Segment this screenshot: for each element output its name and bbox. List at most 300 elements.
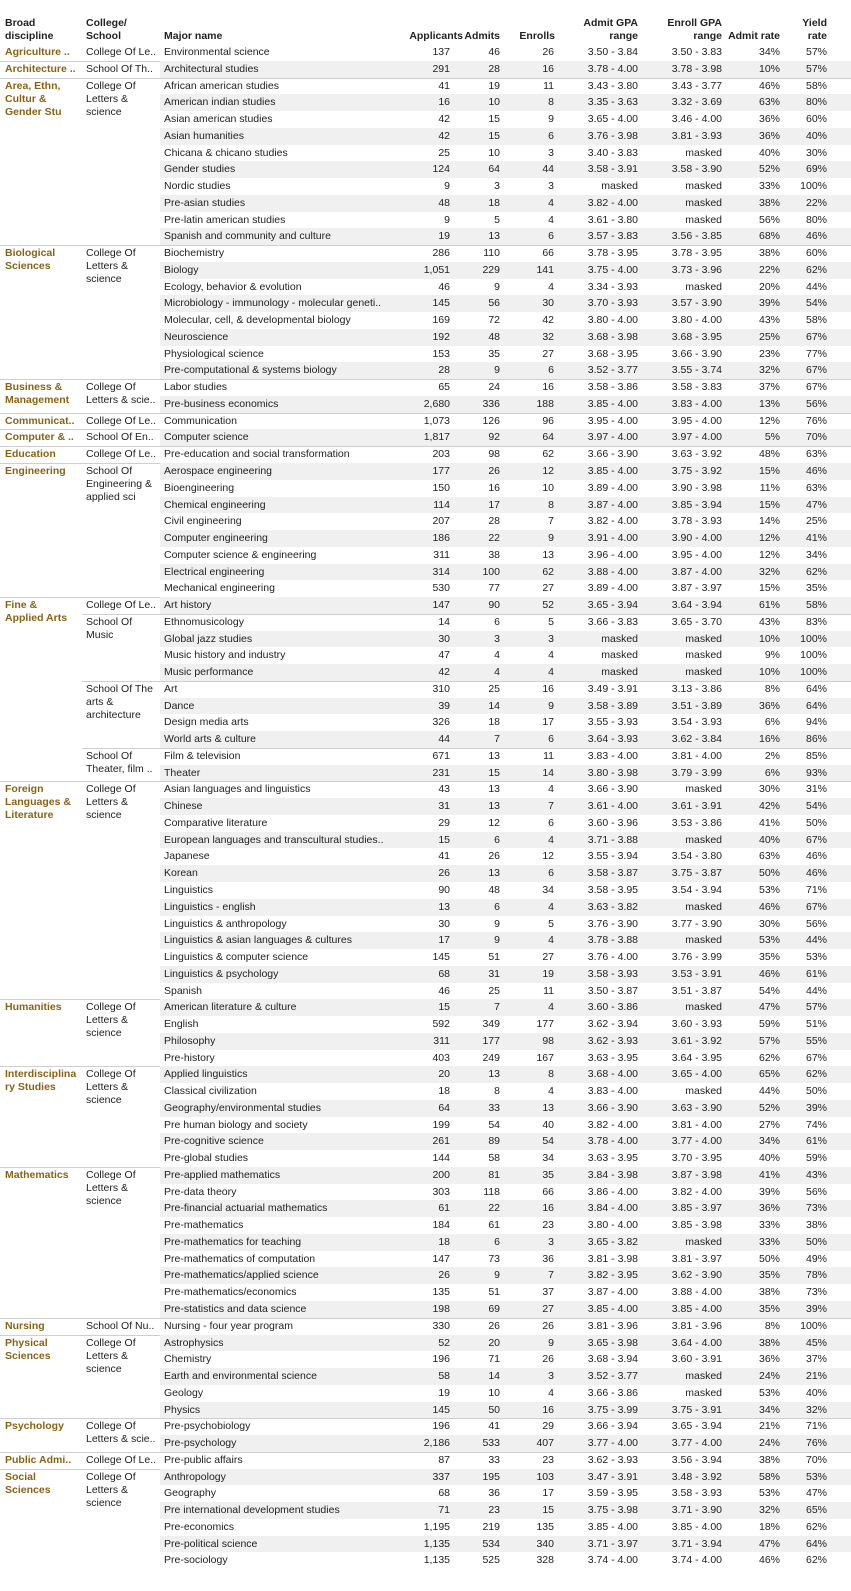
table-row[interactable] xyxy=(160,714,851,731)
table-row[interactable] xyxy=(160,999,851,1016)
table-row[interactable] xyxy=(160,631,851,648)
major-name: Astrophysics xyxy=(164,1336,224,1349)
table-row[interactable] xyxy=(160,379,851,396)
header-admit-gpa[interactable]: Admit GPA range xyxy=(583,17,638,42)
admits-cell: 33 xyxy=(488,1453,500,1466)
discipline-label[interactable] xyxy=(5,465,80,478)
table-row[interactable] xyxy=(160,916,851,933)
table-row[interactable] xyxy=(160,295,851,312)
table-row[interactable] xyxy=(160,1251,851,1268)
label-line: Communicat.. xyxy=(5,414,75,427)
enrolls-cell: 52 xyxy=(542,599,554,612)
school-label[interactable] xyxy=(86,1454,160,1467)
admit-gpa-cell: 3.86 - 4.00 xyxy=(587,1185,638,1198)
yield-rate-cell: 74% xyxy=(805,1118,827,1131)
admit-gpa-cell: 3.74 - 4.00 xyxy=(587,1554,638,1567)
enroll-gpa-cell: 3.87 - 4.00 xyxy=(671,565,722,578)
table-row[interactable] xyxy=(160,1167,851,1184)
enroll-gpa-cell: masked xyxy=(685,280,722,293)
table-row[interactable] xyxy=(160,329,851,346)
table-row[interactable] xyxy=(160,463,851,480)
admit-rate-cell: 32% xyxy=(758,364,780,377)
table-row[interactable] xyxy=(160,44,851,61)
major-name: Aerospace engineering xyxy=(164,465,272,477)
table-row[interactable] xyxy=(160,1234,851,1251)
header-school[interactable]: College/ School xyxy=(86,17,127,42)
enrolls-cell: 27 xyxy=(542,582,554,595)
table-row[interactable] xyxy=(160,346,851,363)
discipline-label[interactable] xyxy=(5,1420,80,1433)
admits-cell: 64 xyxy=(488,163,500,176)
table-row[interactable] xyxy=(160,245,851,262)
admit-rate-cell: 43% xyxy=(758,615,780,628)
admits-cell: 7 xyxy=(494,1001,500,1014)
applicants-cell: 47 xyxy=(438,649,450,662)
table-row[interactable] xyxy=(160,262,851,279)
table-row[interactable] xyxy=(160,949,851,966)
enrolls-cell: 6 xyxy=(548,816,554,829)
table-row[interactable] xyxy=(160,497,851,514)
table-row[interactable] xyxy=(160,1335,851,1352)
admits-cell: 100 xyxy=(482,565,500,578)
table-row[interactable] xyxy=(160,882,851,899)
table-row[interactable] xyxy=(160,1469,851,1486)
enroll-gpa-cell: 3.85 - 4.00 xyxy=(671,1303,722,1315)
school-label[interactable] xyxy=(86,1068,160,1107)
table-row[interactable] xyxy=(160,832,851,849)
table-row[interactable] xyxy=(160,480,851,497)
table-row[interactable] xyxy=(160,111,851,128)
major-name: Molecular, cell, & developmental biology xyxy=(164,314,351,327)
enrolls-cell: 103 xyxy=(536,1470,554,1483)
table-row[interactable] xyxy=(160,530,851,547)
label-line: science xyxy=(86,1027,122,1040)
discipline-label[interactable] xyxy=(5,1169,80,1182)
label-line: Theater, film .. xyxy=(86,762,153,775)
table-row[interactable] xyxy=(160,1519,851,1536)
admit-gpa-cell: 3.87 - 4.00 xyxy=(587,498,638,511)
admits-cell: 24 xyxy=(488,381,500,394)
admits-cell: 6 xyxy=(494,900,500,913)
admit-gpa-cell: 3.62 - 3.93 xyxy=(587,1453,638,1466)
table-row[interactable] xyxy=(160,446,851,463)
admit-gpa-cell: 3.52 - 3.77 xyxy=(587,364,638,377)
table-row[interactable] xyxy=(160,279,851,296)
table-row[interactable] xyxy=(160,212,851,229)
admit-gpa-cell: 3.80 - 3.98 xyxy=(587,766,638,779)
enrolls-cell: 16 xyxy=(542,1202,554,1215)
applicants-cell: 145 xyxy=(432,297,450,310)
admit-rate-cell: 18% xyxy=(758,1520,780,1533)
applicants-cell: 135 xyxy=(432,1286,450,1299)
enrolls-cell: 17 xyxy=(542,716,554,729)
admit-rate-cell: 54% xyxy=(758,984,780,997)
table-row[interactable] xyxy=(160,513,851,530)
discipline-label[interactable] xyxy=(5,381,80,407)
yield-rate-cell: 21% xyxy=(805,1370,827,1383)
table-row[interactable] xyxy=(160,94,851,111)
admit-rate-cell: 46% xyxy=(758,900,780,913)
yield-rate-cell: 32% xyxy=(805,1403,827,1416)
major-name: Physiological science xyxy=(164,347,264,360)
label-line: Letters & xyxy=(86,260,129,273)
enrolls-cell: 11 xyxy=(543,984,554,997)
table-row[interactable] xyxy=(160,966,851,983)
admit-rate-cell: 16% xyxy=(758,733,780,746)
discipline-label[interactable] xyxy=(5,415,80,428)
school-label[interactable] xyxy=(86,683,160,722)
school-label[interactable] xyxy=(86,1420,160,1446)
admit-rate-cell: 47% xyxy=(758,1537,780,1550)
header-enrolls[interactable]: Enrolls xyxy=(519,30,555,42)
enrolls-cell: 4 xyxy=(548,649,554,662)
discipline-label[interactable] xyxy=(5,1068,80,1094)
header-discipline[interactable]: Broad discipline xyxy=(5,17,54,42)
admit-gpa-cell: 3.76 - 4.00 xyxy=(587,951,638,964)
major-name: Pre-public affairs xyxy=(164,1453,243,1466)
table-row[interactable] xyxy=(160,1301,851,1318)
admits-cell: 8 xyxy=(494,1085,500,1098)
major-name: Communication xyxy=(164,414,237,427)
discipline-label[interactable] xyxy=(5,46,80,59)
enroll-gpa-cell: masked xyxy=(685,1386,722,1399)
table-row[interactable] xyxy=(160,848,851,865)
applicants-cell: 43 xyxy=(438,783,450,796)
table-row[interactable] xyxy=(160,1284,851,1301)
table-row[interactable] xyxy=(160,1033,851,1050)
admit-gpa-cell: 3.81 - 3.98 xyxy=(587,1252,638,1265)
school-label[interactable] xyxy=(86,448,160,461)
admit-rate-cell: 12% xyxy=(758,414,780,427)
discipline-label[interactable] xyxy=(5,1471,80,1497)
table-row[interactable] xyxy=(160,1368,851,1385)
school-label[interactable] xyxy=(86,415,160,428)
admit-rate-cell: 62% xyxy=(758,1051,780,1064)
table-row[interactable] xyxy=(160,932,851,949)
table-row[interactable] xyxy=(160,1050,851,1067)
admit-gpa-cell: 3.58 - 3.95 xyxy=(587,884,638,896)
table-row[interactable] xyxy=(160,128,851,145)
major-name: Chicana & chicano studies xyxy=(164,146,288,159)
enroll-gpa-cell: 3.78 - 3.98 xyxy=(671,62,722,75)
applicants-cell: 30 xyxy=(438,632,450,645)
discipline-label[interactable] xyxy=(5,1320,80,1333)
table-row[interactable] xyxy=(160,1200,851,1217)
enroll-gpa-cell: masked xyxy=(685,180,722,193)
admits-cell: 51 xyxy=(488,951,500,964)
school-label[interactable] xyxy=(86,616,160,642)
admits-cell: 336 xyxy=(482,397,500,410)
table-row[interactable] xyxy=(160,1502,851,1519)
header-enroll-gpa[interactable]: Enroll GPA range xyxy=(667,17,722,42)
admits-cell: 26 xyxy=(488,1319,500,1332)
table-row[interactable] xyxy=(160,1485,851,1502)
yield-rate-cell: 67% xyxy=(805,364,827,377)
yield-rate-cell: 55% xyxy=(805,1034,827,1047)
major-name: Linguistics & psychology xyxy=(164,967,279,980)
school-label[interactable] xyxy=(86,1471,160,1510)
admit-gpa-cell: 3.68 - 3.95 xyxy=(587,347,638,360)
table-row[interactable] xyxy=(160,664,851,681)
table-row[interactable] xyxy=(160,1351,851,1368)
table-row[interactable] xyxy=(160,228,851,245)
table-row[interactable] xyxy=(160,564,851,581)
admit-gpa-cell: 3.63 - 3.95 xyxy=(587,1051,638,1064)
table-row[interactable] xyxy=(160,1100,851,1117)
table-row[interactable] xyxy=(160,748,851,765)
table-row[interactable] xyxy=(160,1217,851,1234)
label-line: College Of xyxy=(86,1001,136,1014)
table-row[interactable] xyxy=(160,1184,851,1201)
label-line: Letters & xyxy=(86,1081,129,1094)
school-label[interactable] xyxy=(86,431,160,444)
table-row[interactable] xyxy=(160,1066,851,1083)
label-line: Letters & xyxy=(86,1181,129,1194)
yield-rate-cell: 54% xyxy=(805,800,827,813)
header-yield-rate[interactable]: Yield rate xyxy=(802,17,827,42)
enroll-gpa-cell: 3.87 - 3.98 xyxy=(671,1168,722,1181)
admit-gpa-cell: 3.81 - 3.96 xyxy=(587,1319,638,1332)
admit-rate-cell: 13% xyxy=(758,397,780,410)
discipline-label[interactable] xyxy=(5,1001,80,1014)
school-label[interactable] xyxy=(86,1337,160,1376)
admit-gpa-cell: 3.66 - 3.90 xyxy=(587,448,638,461)
admits-cell: 6 xyxy=(494,1235,500,1248)
major-name: Geology xyxy=(164,1386,204,1399)
table-row[interactable] xyxy=(160,781,851,798)
discipline-label[interactable] xyxy=(5,599,80,625)
enrolls-cell: 14 xyxy=(542,766,554,779)
header-admits[interactable]: Admits xyxy=(464,30,500,42)
admit-rate-cell: 53% xyxy=(758,884,780,896)
school-label[interactable] xyxy=(86,80,160,119)
major-name: Pre-computational & systems biology xyxy=(164,364,337,377)
table-row[interactable] xyxy=(160,396,851,413)
table-row[interactable] xyxy=(160,597,851,614)
applicants-cell: 207 xyxy=(432,515,450,528)
applicants-cell: 68 xyxy=(438,1487,450,1500)
major-name: Pre-data theory xyxy=(164,1185,237,1198)
admits-cell: 48 xyxy=(488,884,500,896)
enroll-gpa-cell: masked xyxy=(685,1370,722,1383)
table-row[interactable] xyxy=(160,681,851,698)
major-name: Chinese xyxy=(164,800,203,813)
yield-rate-cell: 69% xyxy=(805,163,827,176)
school-label[interactable] xyxy=(86,783,160,822)
table-row[interactable] xyxy=(160,1267,851,1284)
label-line: Engineering xyxy=(5,465,66,477)
table-row[interactable] xyxy=(160,698,851,715)
admit-gpa-cell: 3.63 - 3.82 xyxy=(587,900,638,913)
yield-rate-cell: 44% xyxy=(805,984,827,997)
enroll-gpa-cell: 3.65 - 3.94 xyxy=(671,1420,722,1433)
enrolls-cell: 4 xyxy=(548,833,554,846)
admits-cell: 22 xyxy=(488,1202,500,1215)
admit-rate-cell: 20% xyxy=(758,280,780,293)
table-row[interactable] xyxy=(160,1016,851,1033)
applicants-cell: 20 xyxy=(438,1068,450,1081)
table-row[interactable] xyxy=(160,1435,851,1452)
discipline-label[interactable] xyxy=(5,80,80,119)
enroll-gpa-cell: masked xyxy=(685,1085,722,1098)
applicants-cell: 46 xyxy=(438,280,450,293)
enroll-gpa-cell: 3.58 - 3.90 xyxy=(671,163,722,176)
school-label[interactable] xyxy=(86,599,160,612)
admit-gpa-cell: 3.87 - 4.00 xyxy=(587,1286,638,1299)
table-row[interactable] xyxy=(160,647,851,664)
header-admit-rate[interactable]: Admit rate xyxy=(728,30,780,42)
admits-cell: 15 xyxy=(488,113,500,126)
table-row[interactable] xyxy=(160,195,851,212)
table-row[interactable] xyxy=(160,312,851,329)
table-row[interactable] xyxy=(160,161,851,178)
admit-gpa-cell: 3.85 - 4.00 xyxy=(587,1303,638,1315)
label-line: School Of Nu.. xyxy=(86,1319,155,1332)
admits-cell: 534 xyxy=(482,1537,500,1550)
school-label[interactable] xyxy=(86,1001,160,1040)
table-row[interactable] xyxy=(160,1452,851,1469)
table-row[interactable] xyxy=(160,1385,851,1402)
table-row[interactable] xyxy=(160,1552,851,1569)
enroll-gpa-cell: 3.90 - 4.00 xyxy=(671,532,722,545)
table-row[interactable] xyxy=(160,1536,851,1553)
admits-cell: 10 xyxy=(488,146,500,159)
yield-rate-cell: 64% xyxy=(805,1537,827,1550)
header-applicants[interactable]: Applicants xyxy=(409,30,463,42)
enroll-gpa-cell: 3.77 - 3.90 xyxy=(671,917,722,930)
table-row[interactable] xyxy=(160,1318,851,1335)
table-row[interactable] xyxy=(160,1083,851,1100)
applicants-cell: 231 xyxy=(432,766,450,779)
yield-rate-cell: 70% xyxy=(805,1453,827,1466)
yield-rate-cell: 57% xyxy=(805,62,827,75)
admit-rate-cell: 30% xyxy=(758,783,780,796)
yield-rate-cell: 80% xyxy=(805,96,827,109)
admit-rate-cell: 57% xyxy=(758,1034,780,1047)
table-row[interactable] xyxy=(160,865,851,882)
enroll-gpa-cell: 3.82 - 4.00 xyxy=(671,1185,722,1198)
yield-rate-cell: 100% xyxy=(800,1319,827,1332)
yield-rate-cell: 86% xyxy=(805,733,827,746)
enrolls-cell: 3 xyxy=(548,1235,554,1248)
enrolls-cell: 6 xyxy=(548,129,554,142)
school-label[interactable] xyxy=(86,247,160,286)
yield-rate-cell: 49% xyxy=(805,1252,827,1265)
major-name: Asian languages and linguistics xyxy=(164,783,311,796)
table-row[interactable] xyxy=(160,580,851,597)
enroll-gpa-cell: 3.81 - 3.96 xyxy=(671,1319,722,1332)
admits-cell: 31 xyxy=(488,967,500,980)
admits-cell: 533 xyxy=(482,1437,500,1450)
discipline-label[interactable] xyxy=(5,247,80,273)
major-name: Classical civilization xyxy=(164,1085,257,1098)
table-row[interactable] xyxy=(160,362,851,379)
table-row[interactable] xyxy=(160,1402,851,1419)
discipline-label[interactable] xyxy=(5,1337,80,1363)
school-label[interactable] xyxy=(86,1320,160,1333)
enroll-gpa-cell: 3.54 - 3.94 xyxy=(671,884,722,896)
discipline-label[interactable] xyxy=(5,783,80,822)
applicants-cell: 196 xyxy=(432,1353,450,1366)
enrolls-cell: 4 xyxy=(548,196,554,209)
table-row[interactable] xyxy=(160,983,851,1000)
admit-rate-cell: 63% xyxy=(758,96,780,109)
table-row[interactable] xyxy=(160,1117,851,1134)
table-row[interactable] xyxy=(160,429,851,446)
table-row[interactable] xyxy=(160,413,851,430)
label-line: Fine & xyxy=(5,599,38,612)
discipline-label[interactable] xyxy=(5,1454,80,1467)
table-row[interactable] xyxy=(160,731,851,748)
table-row[interactable] xyxy=(160,614,851,631)
major-name: Music performance xyxy=(164,666,254,679)
table-row[interactable] xyxy=(160,1133,851,1150)
admits-cell: 89 xyxy=(488,1135,500,1148)
table-row[interactable] xyxy=(160,815,851,832)
yield-rate-cell: 47% xyxy=(805,498,827,511)
discipline-label[interactable] xyxy=(5,448,80,461)
table-row[interactable] xyxy=(160,145,851,162)
school-label[interactable] xyxy=(86,46,160,59)
school-label[interactable] xyxy=(86,63,160,76)
table-row[interactable] xyxy=(160,899,851,916)
enroll-gpa-cell: 3.95 - 4.00 xyxy=(671,414,722,427)
yield-rate-cell: 100% xyxy=(800,180,827,193)
admit-gpa-cell: 3.34 - 3.93 xyxy=(587,280,638,293)
enroll-gpa-cell: 3.77 - 4.00 xyxy=(671,1437,722,1450)
admits-cell: 19 xyxy=(488,79,500,92)
discipline-label[interactable] xyxy=(5,431,80,444)
yield-rate-cell: 58% xyxy=(805,314,827,327)
admits-cell: 25 xyxy=(488,984,500,997)
enroll-gpa-cell: 3.83 - 4.00 xyxy=(671,397,722,410)
table-row[interactable] xyxy=(160,78,851,95)
enroll-gpa-cell: 3.79 - 3.99 xyxy=(671,766,722,779)
applicants-cell: 30 xyxy=(438,917,450,930)
major-name: Chemical engineering xyxy=(164,498,266,511)
admits-cell: 3 xyxy=(494,180,500,193)
table-row[interactable] xyxy=(160,178,851,195)
admit-gpa-cell: 3.95 - 4.00 xyxy=(587,414,638,427)
yield-rate-cell: 76% xyxy=(805,414,827,427)
yield-rate-cell: 85% xyxy=(805,749,827,762)
enrolls-cell: 12 xyxy=(542,465,554,477)
table-row[interactable] xyxy=(160,547,851,564)
admit-rate-cell: 56% xyxy=(758,213,780,226)
header-major[interactable]: Major name xyxy=(164,30,223,42)
applicants-cell: 28 xyxy=(438,364,450,377)
label-line: College Of xyxy=(86,1068,136,1081)
enroll-gpa-cell: 3.57 - 3.90 xyxy=(671,297,722,310)
admit-rate-cell: 58% xyxy=(758,1470,780,1483)
table-row[interactable] xyxy=(160,1150,851,1167)
school-label[interactable] xyxy=(86,750,160,776)
school-label[interactable] xyxy=(86,465,160,504)
table-row[interactable] xyxy=(160,765,851,782)
label-line: Biological xyxy=(5,247,56,260)
school-label[interactable] xyxy=(86,1169,160,1208)
table-row[interactable] xyxy=(160,798,851,815)
applicants-cell: 1,051 xyxy=(423,263,450,276)
table-row[interactable] xyxy=(160,61,851,78)
yield-rate-cell: 60% xyxy=(805,247,827,260)
table-row[interactable] xyxy=(160,1418,851,1435)
enrolls-cell: 5 xyxy=(548,917,554,930)
enroll-gpa-cell: 3.81 - 3.93 xyxy=(671,129,722,142)
discipline-label[interactable] xyxy=(5,63,80,76)
school-label[interactable] xyxy=(86,381,160,407)
yield-rate-cell: 62% xyxy=(805,1068,827,1081)
